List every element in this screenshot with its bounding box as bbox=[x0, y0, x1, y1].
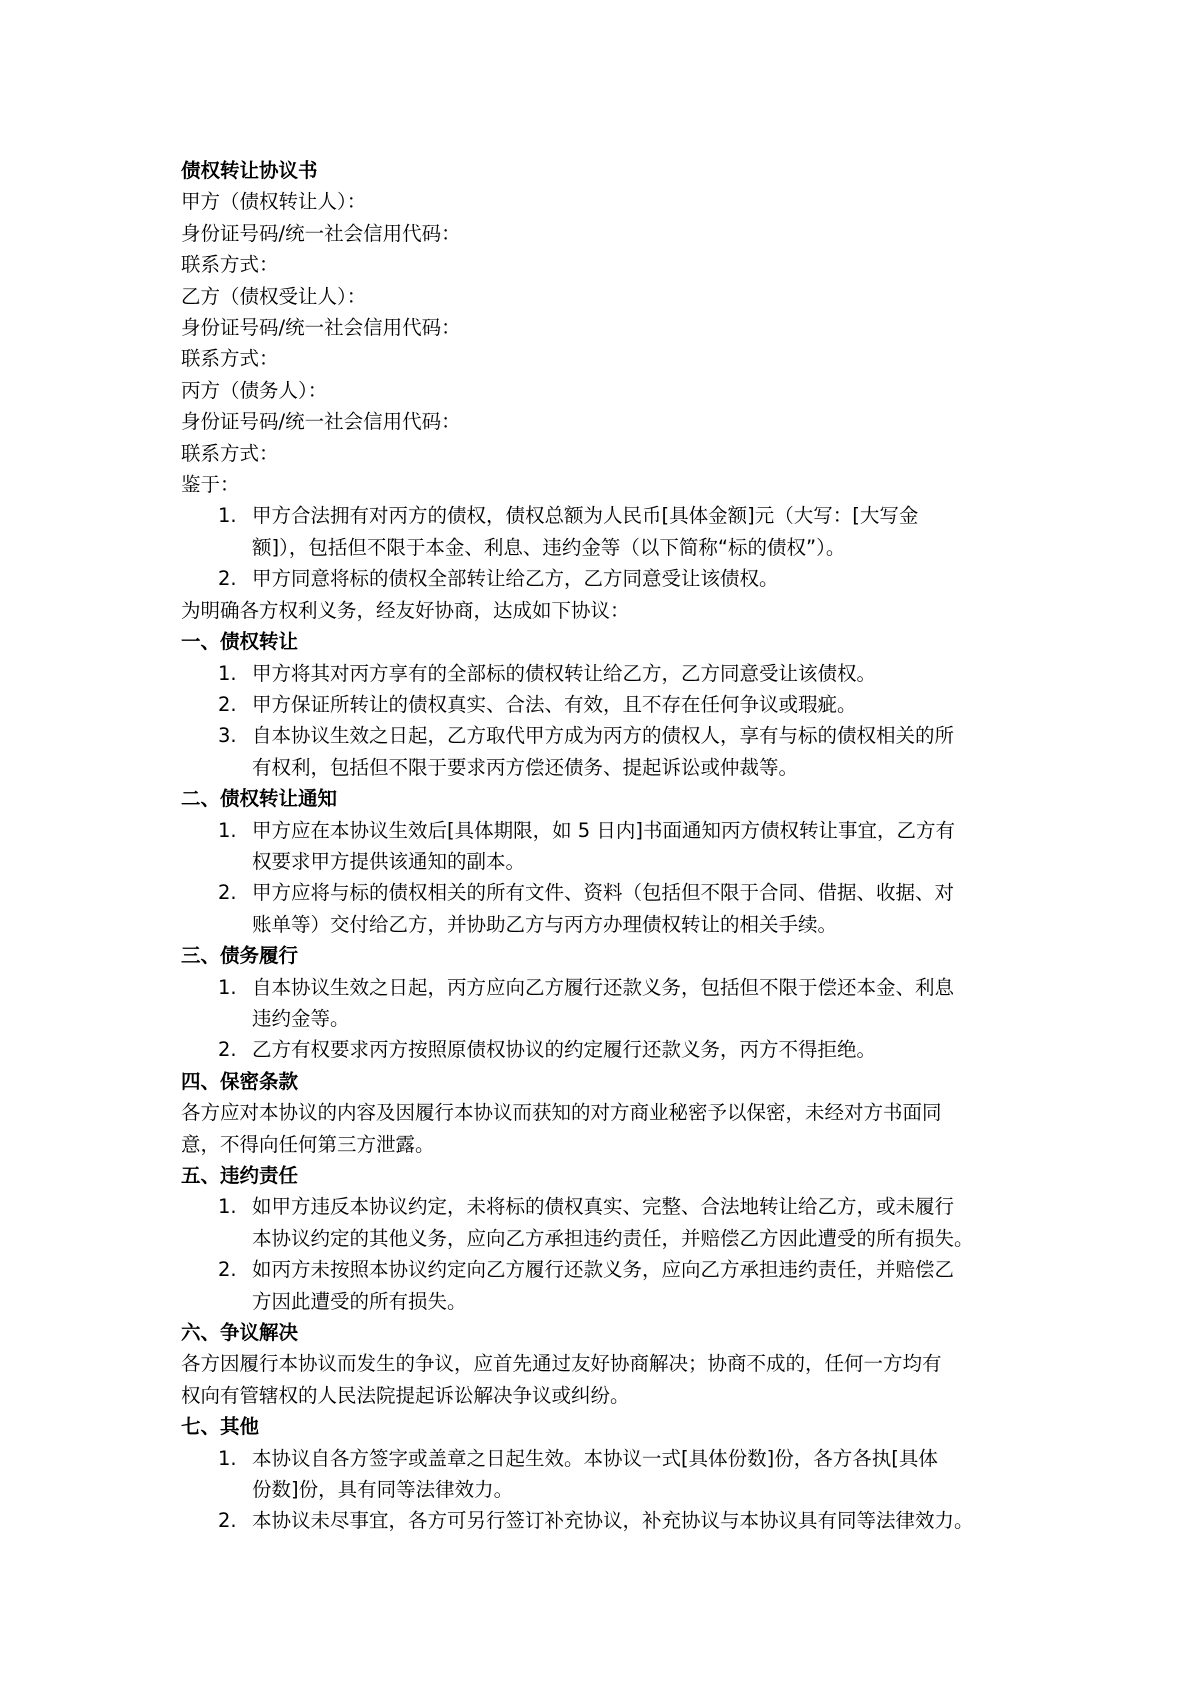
list-item-text-line: 自本协议生效之日起，丙方应向乙方履行还款义务，包括但不限于偿还本金、利息 bbox=[252, 975, 955, 999]
list-item-number: 2. bbox=[218, 567, 237, 591]
list-item-number: 1. bbox=[218, 504, 237, 528]
section-heading: 七、其他 bbox=[181, 1415, 260, 1439]
list-item-text-line: 甲方合法拥有对丙方的债权，债权总额为人民币[具体金额]元（大写：[大写金 bbox=[252, 504, 919, 528]
list-item-text-line: 甲方将其对丙方享有的全部标的债权转让给乙方，乙方同意受让该债权。 bbox=[252, 661, 877, 685]
party-line: 身份证号码/统一社会信用代码： bbox=[181, 410, 461, 434]
list-item-text-line: 乙方有权要求丙方按照原债权协议的约定履行还款义务，丙方不得拒绝。 bbox=[252, 1038, 877, 1062]
party-line: 联系方式： bbox=[181, 441, 279, 465]
section bbox=[181, 940, 1041, 1066]
list-item-number: 1. bbox=[218, 975, 237, 999]
section-list-item bbox=[181, 877, 1041, 940]
list-item-text-line: 如丙方未按照本协议约定向乙方履行还款义务，应向乙方承担违约责任，并赔偿乙 bbox=[252, 1258, 955, 1282]
section-list-item bbox=[181, 1034, 1041, 1065]
section bbox=[181, 783, 1041, 940]
list-item-text-line: 自本协议生效之日起，乙方取代甲方成为丙方的债权人，享有与标的债权相关的所 bbox=[252, 724, 955, 748]
list-item-number: 1. bbox=[218, 1195, 237, 1219]
section bbox=[181, 1160, 1041, 1317]
section-list-item bbox=[181, 1443, 1041, 1506]
section-list-item bbox=[181, 815, 1041, 878]
list-item-number: 2. bbox=[218, 1258, 237, 1282]
list-item-number: 1. bbox=[218, 1446, 237, 1470]
party-line: 联系方式： bbox=[181, 253, 279, 277]
party-line: 乙方（债权受让人）： bbox=[181, 284, 367, 308]
section-list-item bbox=[181, 720, 1041, 783]
document-title: 债权转让协议书 bbox=[181, 159, 318, 182]
list-item-text-line: 本协议自各方签字或盖章之日起生效。本协议一式[具体份数]份，各方各执[具体 bbox=[252, 1446, 938, 1470]
list-item-number: 2. bbox=[218, 692, 237, 716]
recital-label: 鉴于： bbox=[181, 473, 240, 497]
intro-paragraph: 为明确各方权利义务，经友好协商，达成如下协议： bbox=[181, 598, 630, 622]
list-item-text-line: 如甲方违反本协议约定，未将标的债权真实、完整、合法地转让给乙方，或未履行 bbox=[252, 1195, 955, 1219]
section-list-item bbox=[181, 1191, 1041, 1254]
section-list-item bbox=[181, 658, 1041, 689]
section-paragraph-line: 意，不得向任何第三方泄露。 bbox=[181, 1132, 435, 1156]
section-heading: 五、违约责任 bbox=[181, 1164, 299, 1187]
section-list-item bbox=[181, 1254, 1041, 1317]
section-heading: 二、债权转让通知 bbox=[181, 787, 338, 811]
list-item-text-line: 违约金等。 bbox=[252, 1006, 350, 1030]
section bbox=[181, 1066, 1041, 1160]
list-item-text-line: 权要求甲方提供该通知的副本。 bbox=[252, 849, 526, 873]
list-item-text-line: 额]），包括但不限于本金、利息、违约金等（以下简称“标的债权”）。 bbox=[252, 535, 846, 559]
list-item-number: 1. bbox=[218, 661, 237, 685]
section-heading: 六、争议解决 bbox=[181, 1321, 299, 1345]
list-item-text-line: 份数]份，具有同等法律效力。 bbox=[252, 1478, 514, 1502]
section bbox=[181, 1317, 1041, 1411]
list-item-text-line: 本协议未尽事宜，各方可另行签订补充协议，补充协议与本协议具有同等法律效力。 bbox=[252, 1509, 974, 1533]
list-item-number: 2. bbox=[218, 1038, 237, 1062]
section-paragraph-line: 各方应对本协议的内容及因履行本协议而获知的对方商业秘密予以保密，未经对方书面同 bbox=[181, 1101, 942, 1125]
list-item-number: 3. bbox=[218, 724, 237, 748]
section bbox=[181, 1411, 1041, 1537]
section-paragraph-line: 各方因履行本协议而发生的争议，应首先通过友好协商解决；协商不成的，任何一方均有 bbox=[181, 1352, 942, 1376]
party-line: 身份证号码/统一社会信用代码： bbox=[181, 316, 461, 340]
section-list-item bbox=[181, 1505, 1041, 1536]
section-heading: 一、债权转让 bbox=[181, 630, 299, 654]
list-item-text-line: 甲方应将与标的债权相关的所有文件、资料（包括但不限于合同、借据、收据、对 bbox=[252, 881, 955, 905]
section-list-item bbox=[181, 689, 1041, 720]
section-heading: 四、保密条款 bbox=[181, 1069, 299, 1093]
list-item-number: 2. bbox=[218, 1509, 237, 1533]
list-item-number: 1. bbox=[218, 818, 237, 842]
party-line: 身份证号码/统一社会信用代码： bbox=[181, 221, 461, 245]
section bbox=[181, 626, 1041, 783]
party-line: 丙方（债务人）： bbox=[181, 378, 328, 402]
list-item-text-line: 本协议约定的其他义务，应向乙方承担违约责任，并赔偿乙方因此遭受的所有损失。 bbox=[252, 1226, 974, 1250]
recital-item bbox=[181, 500, 1041, 563]
recital-item bbox=[181, 563, 1041, 594]
list-item-text-line: 有权利，包括但不限于要求丙方偿还债务、提起诉讼或仲裁等。 bbox=[252, 755, 799, 779]
list-item-text-line: 甲方保证所转让的债权真实、合法、有效，且不存在任何争议或瑕疵。 bbox=[252, 692, 857, 716]
parties-block bbox=[181, 186, 1041, 469]
document-body bbox=[181, 155, 1041, 1537]
party-line: 联系方式： bbox=[181, 347, 279, 371]
party-line: 甲方（债权转让人）： bbox=[181, 190, 367, 214]
section-list-item bbox=[181, 972, 1041, 1035]
list-item-number: 2. bbox=[218, 881, 237, 905]
recitals-list bbox=[181, 500, 1041, 594]
list-item-text-line: 甲方同意将标的债权全部转让给乙方，乙方同意受让该债权。 bbox=[252, 567, 779, 591]
list-item-text-line: 方因此遭受的所有损失。 bbox=[252, 1289, 467, 1313]
sections-container bbox=[181, 626, 1041, 1537]
list-item-text-line: 账单等）交付给乙方，并协助乙方与丙方办理债权转让的相关手续。 bbox=[252, 912, 838, 936]
section-heading: 三、债务履行 bbox=[181, 944, 299, 968]
section-paragraph-line: 权向有管辖权的人民法院提起诉讼解决争议或纠纷。 bbox=[181, 1383, 630, 1407]
list-item-text-line: 甲方应在本协议生效后[具体期限，如 5 日内]书面通知丙方债权转让事宜，乙方有 bbox=[252, 818, 956, 842]
